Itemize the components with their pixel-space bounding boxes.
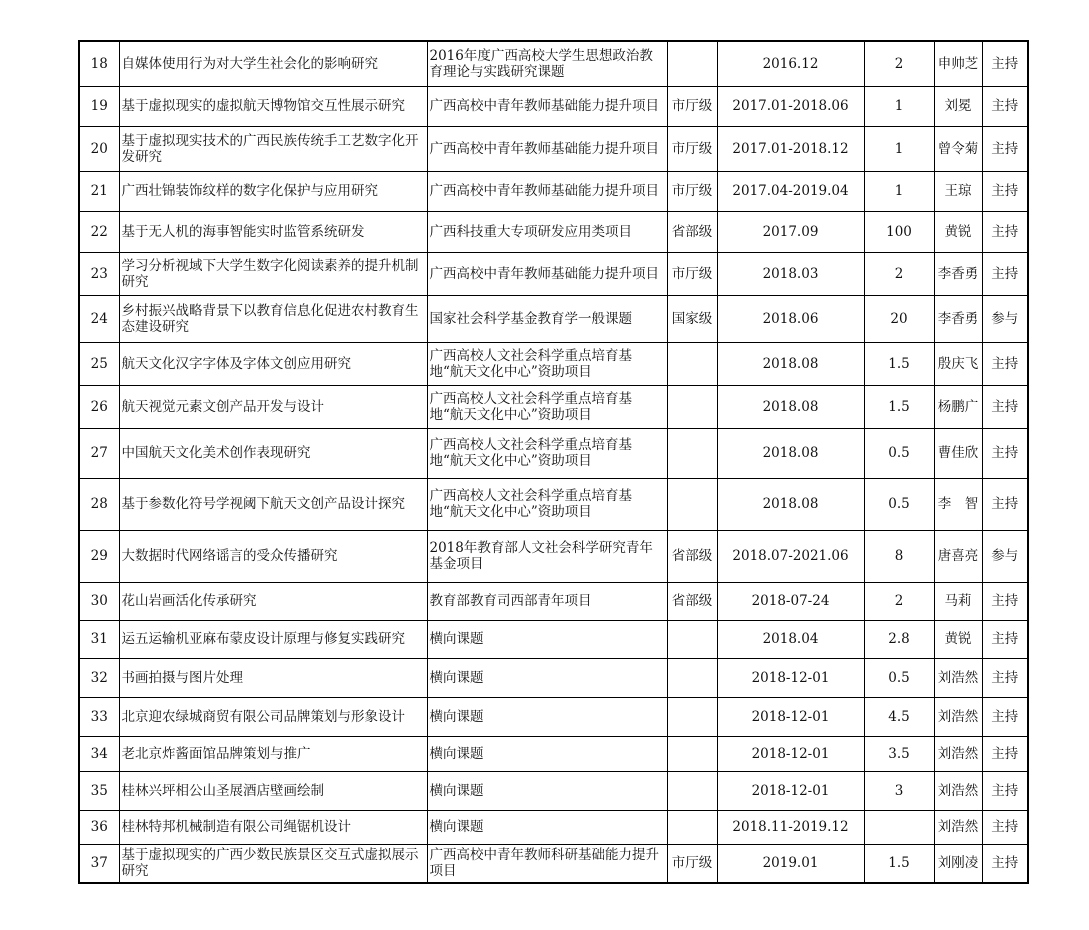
row-number: 37 <box>79 844 119 883</box>
project-role: 主持 <box>982 736 1028 771</box>
project-date: 2018.08 <box>717 385 864 428</box>
table-row <box>79 582 1028 620</box>
project-source: 横向课题 <box>427 658 667 697</box>
project-title: 基于参数化符号学视阈下航天文创产品设计探究 <box>119 478 427 530</box>
project-level <box>667 385 717 428</box>
table-row <box>79 658 1028 697</box>
row-number: 18 <box>79 41 119 86</box>
project-leader: 殷庆飞 <box>934 342 982 385</box>
project-level: 市厅级 <box>667 126 717 171</box>
project-source: 横向课题 <box>427 697 667 736</box>
table-row <box>79 211 1028 252</box>
project-funding: 1.5 <box>864 342 934 385</box>
project-level: 省部级 <box>667 582 717 620</box>
project-funding: 1 <box>864 126 934 171</box>
project-date: 2018.08 <box>717 478 864 530</box>
project-level <box>667 620 717 658</box>
project-leader: 刘浩然 <box>934 810 982 844</box>
project-title: 航天视觉元素文创产品开发与设计 <box>119 385 427 428</box>
project-date: 2019.01 <box>717 844 864 883</box>
project-leader: 黄锐 <box>934 211 982 252</box>
project-title: 自媒体使用行为对大学生社会化的影响研究 <box>119 41 427 86</box>
project-title: 学习分析视域下大学生数字化阅读素养的提升机制研究 <box>119 252 427 295</box>
project-date: 2017.01-2018.12 <box>717 126 864 171</box>
row-number: 28 <box>79 478 119 530</box>
project-funding: 1.5 <box>864 385 934 428</box>
table-row <box>79 844 1028 883</box>
project-funding: 4.5 <box>864 697 934 736</box>
project-funding: 3.5 <box>864 736 934 771</box>
project-title: 书画拍摄与图片处理 <box>119 658 427 697</box>
table-row <box>79 171 1028 211</box>
project-funding: 100 <box>864 211 934 252</box>
project-source: 广西高校人文社会科学重点培育基地“航天文化中心”资助项目 <box>427 342 667 385</box>
project-level: 国家级 <box>667 295 717 342</box>
project-date: 2018-12-01 <box>717 771 864 810</box>
project-date: 2018.06 <box>717 295 864 342</box>
row-number: 35 <box>79 771 119 810</box>
project-funding: 1 <box>864 171 934 211</box>
project-role: 主持 <box>982 658 1028 697</box>
project-source: 教育部教育司西部青年项目 <box>427 582 667 620</box>
project-level <box>667 478 717 530</box>
project-level: 省部级 <box>667 530 717 582</box>
project-source: 2018年教育部人文社会科学研究青年基金项目 <box>427 530 667 582</box>
project-role: 主持 <box>982 211 1028 252</box>
project-funding: 20 <box>864 295 934 342</box>
project-source: 广西科技重大专项研发应用类项目 <box>427 211 667 252</box>
project-level: 市厅级 <box>667 171 717 211</box>
project-role: 主持 <box>982 697 1028 736</box>
project-funding: 2 <box>864 582 934 620</box>
table-row <box>79 810 1028 844</box>
project-date: 2018.07-2021.06 <box>717 530 864 582</box>
project-leader: 唐喜亮 <box>934 530 982 582</box>
project-level <box>667 771 717 810</box>
table-row <box>79 620 1028 658</box>
project-source: 广西高校人文社会科学重点培育基地“航天文化中心”资助项目 <box>427 478 667 530</box>
row-number: 19 <box>79 86 119 126</box>
row-number: 34 <box>79 736 119 771</box>
row-number: 21 <box>79 171 119 211</box>
project-title: 基于无人机的海事智能实时监管系统研发 <box>119 211 427 252</box>
project-leader: 刘冕 <box>934 86 982 126</box>
project-funding: 0.5 <box>864 428 934 478</box>
project-level <box>667 736 717 771</box>
project-role: 主持 <box>982 428 1028 478</box>
table-row <box>79 126 1028 171</box>
project-title: 桂林兴坪相公山圣展酒店壁画绘制 <box>119 771 427 810</box>
project-role: 主持 <box>982 810 1028 844</box>
project-leader: 李香勇 <box>934 295 982 342</box>
project-title: 北京迎农绿城商贸有限公司品牌策划与形象设计 <box>119 697 427 736</box>
project-source: 2016年度广西高校大学生思想政治教育理论与实践研究课题 <box>427 41 667 86</box>
project-source: 广西高校人文社会科学重点培育基地“航天文化中心”资助项目 <box>427 385 667 428</box>
project-title: 老北京炸酱面馆品牌策划与推广 <box>119 736 427 771</box>
project-role: 主持 <box>982 171 1028 211</box>
project-source: 横向课题 <box>427 771 667 810</box>
row-number: 27 <box>79 428 119 478</box>
row-number: 25 <box>79 342 119 385</box>
row-number: 23 <box>79 252 119 295</box>
row-number: 30 <box>79 582 119 620</box>
project-leader: 杨鹏广 <box>934 385 982 428</box>
project-funding <box>864 810 934 844</box>
project-source: 广西高校中青年教师科研基础能力提升项目 <box>427 844 667 883</box>
project-source: 广西高校人文社会科学重点培育基地“航天文化中心”资助项目 <box>427 428 667 478</box>
project-funding: 0.5 <box>864 478 934 530</box>
project-leader: 王琼 <box>934 171 982 211</box>
table-row <box>79 385 1028 428</box>
project-leader: 曾令菊 <box>934 126 982 171</box>
project-leader: 申帅芝 <box>934 41 982 86</box>
project-funding: 3 <box>864 771 934 810</box>
project-leader: 刘刚凌 <box>934 844 982 883</box>
project-date: 2018-12-01 <box>717 697 864 736</box>
row-number: 33 <box>79 697 119 736</box>
table-row <box>79 295 1028 342</box>
project-date: 2018.03 <box>717 252 864 295</box>
project-role: 参与 <box>982 530 1028 582</box>
project-source: 横向课题 <box>427 620 667 658</box>
project-role: 主持 <box>982 844 1028 883</box>
row-number: 31 <box>79 620 119 658</box>
row-number: 20 <box>79 126 119 171</box>
project-date: 2017.04-2019.04 <box>717 171 864 211</box>
project-funding: 2 <box>864 41 934 86</box>
project-leader: 刘浩然 <box>934 771 982 810</box>
table-row <box>79 252 1028 295</box>
table-row <box>79 697 1028 736</box>
row-number: 26 <box>79 385 119 428</box>
project-funding: 1 <box>864 86 934 126</box>
table-row <box>79 478 1028 530</box>
project-level: 市厅级 <box>667 86 717 126</box>
project-role: 主持 <box>982 126 1028 171</box>
project-title: 大数据时代网络谣言的受众传播研究 <box>119 530 427 582</box>
table-row <box>79 428 1028 478</box>
project-title: 花山岩画活化传承研究 <box>119 582 427 620</box>
project-level <box>667 810 717 844</box>
table-row <box>79 342 1028 385</box>
project-title: 运五运输机亚麻布蒙皮设计原理与修复实践研究 <box>119 620 427 658</box>
project-title: 基于虚拟现实技术的广西民族传统手工艺数字化开发研究 <box>119 126 427 171</box>
project-level <box>667 697 717 736</box>
project-date: 2018-12-01 <box>717 658 864 697</box>
project-role: 主持 <box>982 342 1028 385</box>
project-source: 横向课题 <box>427 736 667 771</box>
project-source: 广西高校中青年教师基础能力提升项目 <box>427 171 667 211</box>
project-leader: 马莉 <box>934 582 982 620</box>
project-source: 国家社会科学基金教育学一般课题 <box>427 295 667 342</box>
project-title: 基于虚拟现实的广西少数民族景区交互式虚拟展示研究 <box>119 844 427 883</box>
project-table-body <box>79 41 1028 883</box>
project-funding: 1.5 <box>864 844 934 883</box>
row-number: 29 <box>79 530 119 582</box>
project-role: 主持 <box>982 385 1028 428</box>
project-level <box>667 658 717 697</box>
row-number: 22 <box>79 211 119 252</box>
table-row <box>79 86 1028 126</box>
project-role: 主持 <box>982 771 1028 810</box>
project-level <box>667 428 717 478</box>
row-number: 36 <box>79 810 119 844</box>
project-title: 桂林特邦机械制造有限公司绳锯机设计 <box>119 810 427 844</box>
project-title: 中国航天文化美术创作表现研究 <box>119 428 427 478</box>
project-level: 省部级 <box>667 211 717 252</box>
project-role: 主持 <box>982 478 1028 530</box>
table-row <box>79 41 1028 86</box>
project-level: 市厅级 <box>667 844 717 883</box>
project-role: 主持 <box>982 582 1028 620</box>
project-leader: 刘浩然 <box>934 697 982 736</box>
project-role: 主持 <box>982 252 1028 295</box>
project-role: 主持 <box>982 86 1028 126</box>
project-title: 广西壮锦装饰纹样的数字化保护与应用研究 <box>119 171 427 211</box>
table-row <box>79 736 1028 771</box>
project-funding: 2 <box>864 252 934 295</box>
project-date: 2018.08 <box>717 342 864 385</box>
project-date: 2018-07-24 <box>717 582 864 620</box>
project-source: 广西高校中青年教师基础能力提升项目 <box>427 126 667 171</box>
row-number: 32 <box>79 658 119 697</box>
table-row <box>79 530 1028 582</box>
project-level <box>667 342 717 385</box>
project-table <box>78 40 1029 884</box>
project-leader: 黄锐 <box>934 620 982 658</box>
project-date: 2018-12-01 <box>717 736 864 771</box>
project-leader: 李香勇 <box>934 252 982 295</box>
project-date: 2018.08 <box>717 428 864 478</box>
project-funding: 8 <box>864 530 934 582</box>
table-row <box>79 771 1028 810</box>
project-funding: 2.8 <box>864 620 934 658</box>
project-leader: 李 智 <box>934 478 982 530</box>
project-leader: 曹佳欣 <box>934 428 982 478</box>
row-number: 24 <box>79 295 119 342</box>
project-date: 2017.01-2018.06 <box>717 86 864 126</box>
project-leader: 刘浩然 <box>934 658 982 697</box>
project-level: 市厅级 <box>667 252 717 295</box>
project-role: 参与 <box>982 295 1028 342</box>
project-date: 2018.04 <box>717 620 864 658</box>
project-level <box>667 41 717 86</box>
project-leader: 刘浩然 <box>934 736 982 771</box>
project-source: 横向课题 <box>427 810 667 844</box>
project-date: 2018.11-2019.12 <box>717 810 864 844</box>
project-funding: 0.5 <box>864 658 934 697</box>
project-source: 广西高校中青年教师基础能力提升项目 <box>427 252 667 295</box>
project-title: 航天文化汉字字体及字体文创应用研究 <box>119 342 427 385</box>
project-date: 2017.09 <box>717 211 864 252</box>
project-title: 乡村振兴战略背景下以教育信息化促进农村教育生态建设研究 <box>119 295 427 342</box>
project-role: 主持 <box>982 41 1028 86</box>
project-role: 主持 <box>982 620 1028 658</box>
project-source: 广西高校中青年教师基础能力提升项目 <box>427 86 667 126</box>
project-date: 2016.12 <box>717 41 864 86</box>
project-title: 基于虚拟现实的虚拟航天博物馆交互性展示研究 <box>119 86 427 126</box>
